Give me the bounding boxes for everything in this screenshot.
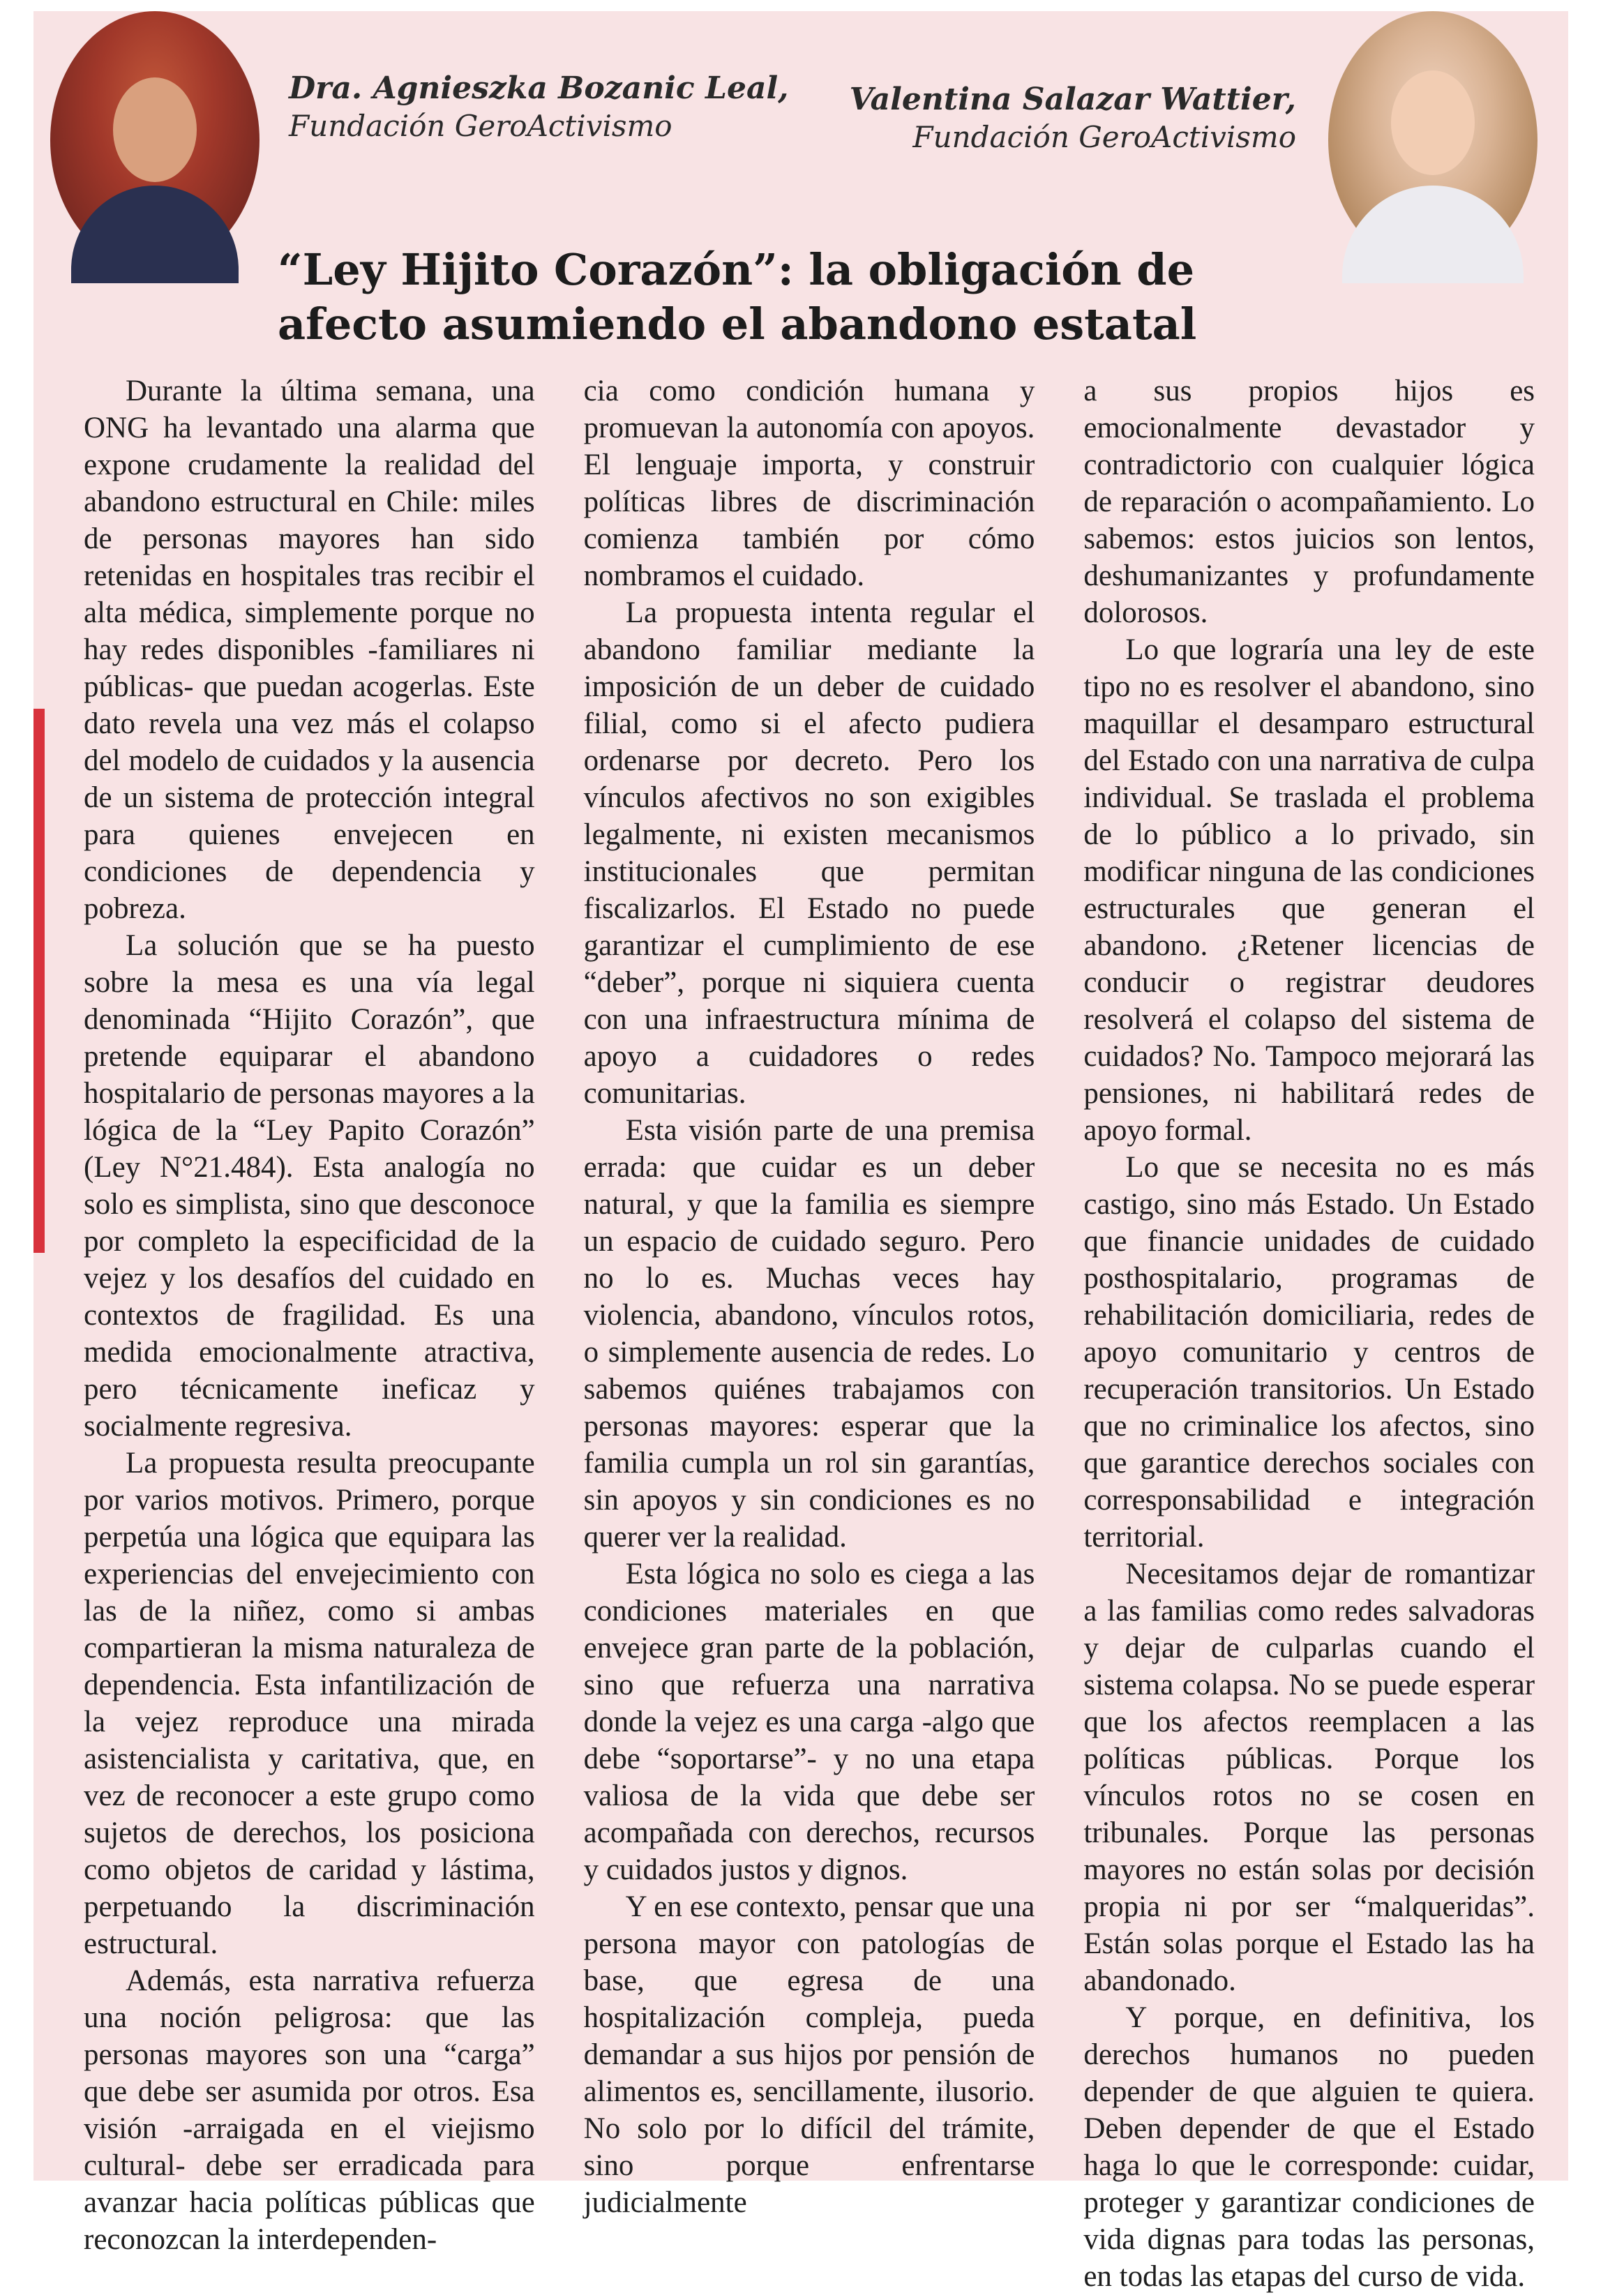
author-photo-left-face xyxy=(113,77,197,182)
author-photo-right-face xyxy=(1391,70,1475,175)
paragraph: La propuesta intenta regular el abandono familiar mediante la imposición de un deber de cuidado filial, como si el afecto pudiera ordenarse por decreto. Pero los vínculos afectivos no son exigibles legalmente, ni existen mecanismos institucionales que permitan fiscalizarlos. El Estado no puede garantizar el cumplimiento de ese “deber”, porque ni siquiera cuenta con una infraestructura mínima de apoyo a cuidadores o redes comunitarias. xyxy=(583,596,1035,1110)
author-byline-left xyxy=(289,70,788,145)
paragraph: La propuesta resulta preocupante por varios motivos. Primero, porque perpetúa una lógica que equipara las experiencias del envejecimiento con las de la niñez, como si ambas compartieran la misma naturaleza de dependencia. Esta infantilización de la vejez reproduce una mirada asistencialista y caritativa, que, en vez de reconocer a este grupo como sujetos de derechos, los posiciona como objetos de caridad y lástima, perpetuando la discriminación estructural. xyxy=(84,1447,535,1960)
paragraph: La solución que se ha puesto sobre la mesa es una vía legal denominada “Hijito Corazón”, que pretende equiparar el abandono hospitalario de personas mayores a la lógica de la “Ley Papito Corazón” (Ley N°21.484). Esta analogía no solo es simplista, sino que desconoce por completo la especificidad de la vejez y los desafíos del cuidado en contextos de fragilidad. Es una medida emocionalmente atractiva, pero técnicamente ineficaz y socialmente regresiva. xyxy=(84,929,535,1443)
paragraph: Esta visión parte de una premisa errada: que cuidar es un deber natural, y que la familia es siempre un espacio de cuidado seguro. Pero no lo es. Muchas veces hay violencia, abandono, vínculos rotos, o simplemente ausencia de redes. Lo sabemos quiénes trabajamos con personas mayores: esperar que la familia cumpla un rol sin garantías, sin apoyos y sin condiciones es no querer ver la realidad. xyxy=(583,1114,1035,1553)
accent-bar xyxy=(33,709,45,1253)
paragraph: Esta lógica no solo es ciega a las condiciones materiales en que envejece gran parte de la población, sino que refuerza una narrativa donde la vejez es una carga -algo que debe “soportarse”- y no una etapa valiosa de la vida que debe ser acompañada con derechos, recursos y cuidados justos y dignos. xyxy=(583,1558,1035,1886)
paragraph: Durante la última semana, una ONG ha levantado una alarma que expone crudamente la realidad del abandono estructural en Chile: miles de personas mayores han sido retenidas en hospitales tras recibir el alta médica, simplemente porque no hay redes disponibles -familiares ni públicas- que puedan acogerlas. Este dato revela una vez más el colapso del modelo de cuidados y la ausencia de un sistema de protección integral para quienes envejecen en condiciones de dependencia y pobreza. xyxy=(84,375,535,925)
article-column-1 xyxy=(84,373,535,2256)
paragraph: Y en ese contexto, pensar que una persona mayor con patologías de base, que egresa de una hospitalización compleja, pueda demandar a sus hijos por pensión de alimentos es, sencillamente, ilusorio. No solo por lo difícil del trámite, sino porque enfrentarse judicialmente xyxy=(583,1890,1035,2219)
article-headline: “Ley Hijito Corazón”: la obligación de afecto asumiendo el abandono estatal xyxy=(278,244,1197,349)
author-org-left: Fundación GeroActivismo xyxy=(289,109,672,143)
paragraph: cia como condición humana y promuevan la autonomía con apoyos. El lenguaje importa, y construir políticas libres de discriminación comienza también por cómo nombramos el cuidado. xyxy=(583,375,1035,592)
author-name-left: Dra. Agnieszka Bozanic Leal, xyxy=(289,70,789,106)
paragraph: Lo que lograría una ley de este tipo no es resolver el abandono, sino maquillar el desamparo estructural del Estado con una narrativa de culpa individual. Se traslada el problema de lo público a lo privado, sin modificar ninguna de las condiciones estructurales que generan el abandono. ¿Retener licencias de conducir o registrar deudores resolverá el colapso del sistema de cuidados? No. Tampoco mejorará las pensiones, ni habilitará redes de apoyo formal. xyxy=(1083,633,1535,1147)
paragraph: Necesitamos dejar de romantizar a las familias como redes salvadoras y dejar de culparlas cuando el sistema colapsa. No se puede esperar que los afectos reemplacen a las políticas públicas. Porque los vínculos rotos no se cosen en tribunales. Porque las personas mayores no están solas por decisión propia ni por ser “malqueridas”. Están solas porque el Estado las ha abandonado. xyxy=(1083,1558,1535,1997)
article-column-2 xyxy=(583,373,1035,2219)
author-photo-left xyxy=(50,11,260,269)
newspaper-page xyxy=(33,11,1568,2293)
paragraph: Y porque, en definitiva, los derechos humanos no pueden depender de que alguien te quiera. Deben depender de que el Estado haga lo que le corresponde: cuidar, proteger y garantizar condiciones de vida dignas para todas las personas, en todas las etapas del curso de vida. xyxy=(1083,2001,1535,2293)
author-photo-right xyxy=(1328,11,1537,269)
author-byline-right xyxy=(850,81,1296,156)
author-org-right: Fundación GeroActivismo xyxy=(912,120,1296,154)
author-photo-right-body xyxy=(1342,186,1524,283)
paragraph: a sus propios hijos es emocionalmente devastador y contradictorio con cualquier lógica de reparación o acompañamiento. Lo sabemos: estos juicios son lentos, deshumanizantes y profundamente dolorosos. xyxy=(1083,375,1535,629)
author-photo-left-body xyxy=(71,186,239,283)
author-name-right: Valentina Salazar Wattier, xyxy=(849,82,1296,117)
paragraph: Lo que se necesita no es más castigo, sino más Estado. Un Estado que financie unidades de cuidado posthospitalario, programas de rehabilitación domiciliaria, redes de apoyo comunitario y centros de recuperación transitorios. Un Estado que no criminalice los afectos, sino que garantice derechos sociales con corresponsabilidad e integración territorial. xyxy=(1083,1151,1535,1553)
article-body xyxy=(84,373,1535,2293)
paragraph: Además, esta narrativa refuerza una noción peligrosa: que las personas mayores son una “carga” que debe ser asumida por otros. Esa visión -arraigada en el viejismo cultural- debe ser erradicada para avanzar hacia políticas públicas que reconozcan la interdependen- xyxy=(84,1964,535,2256)
article-column-3 xyxy=(1083,373,1535,2293)
